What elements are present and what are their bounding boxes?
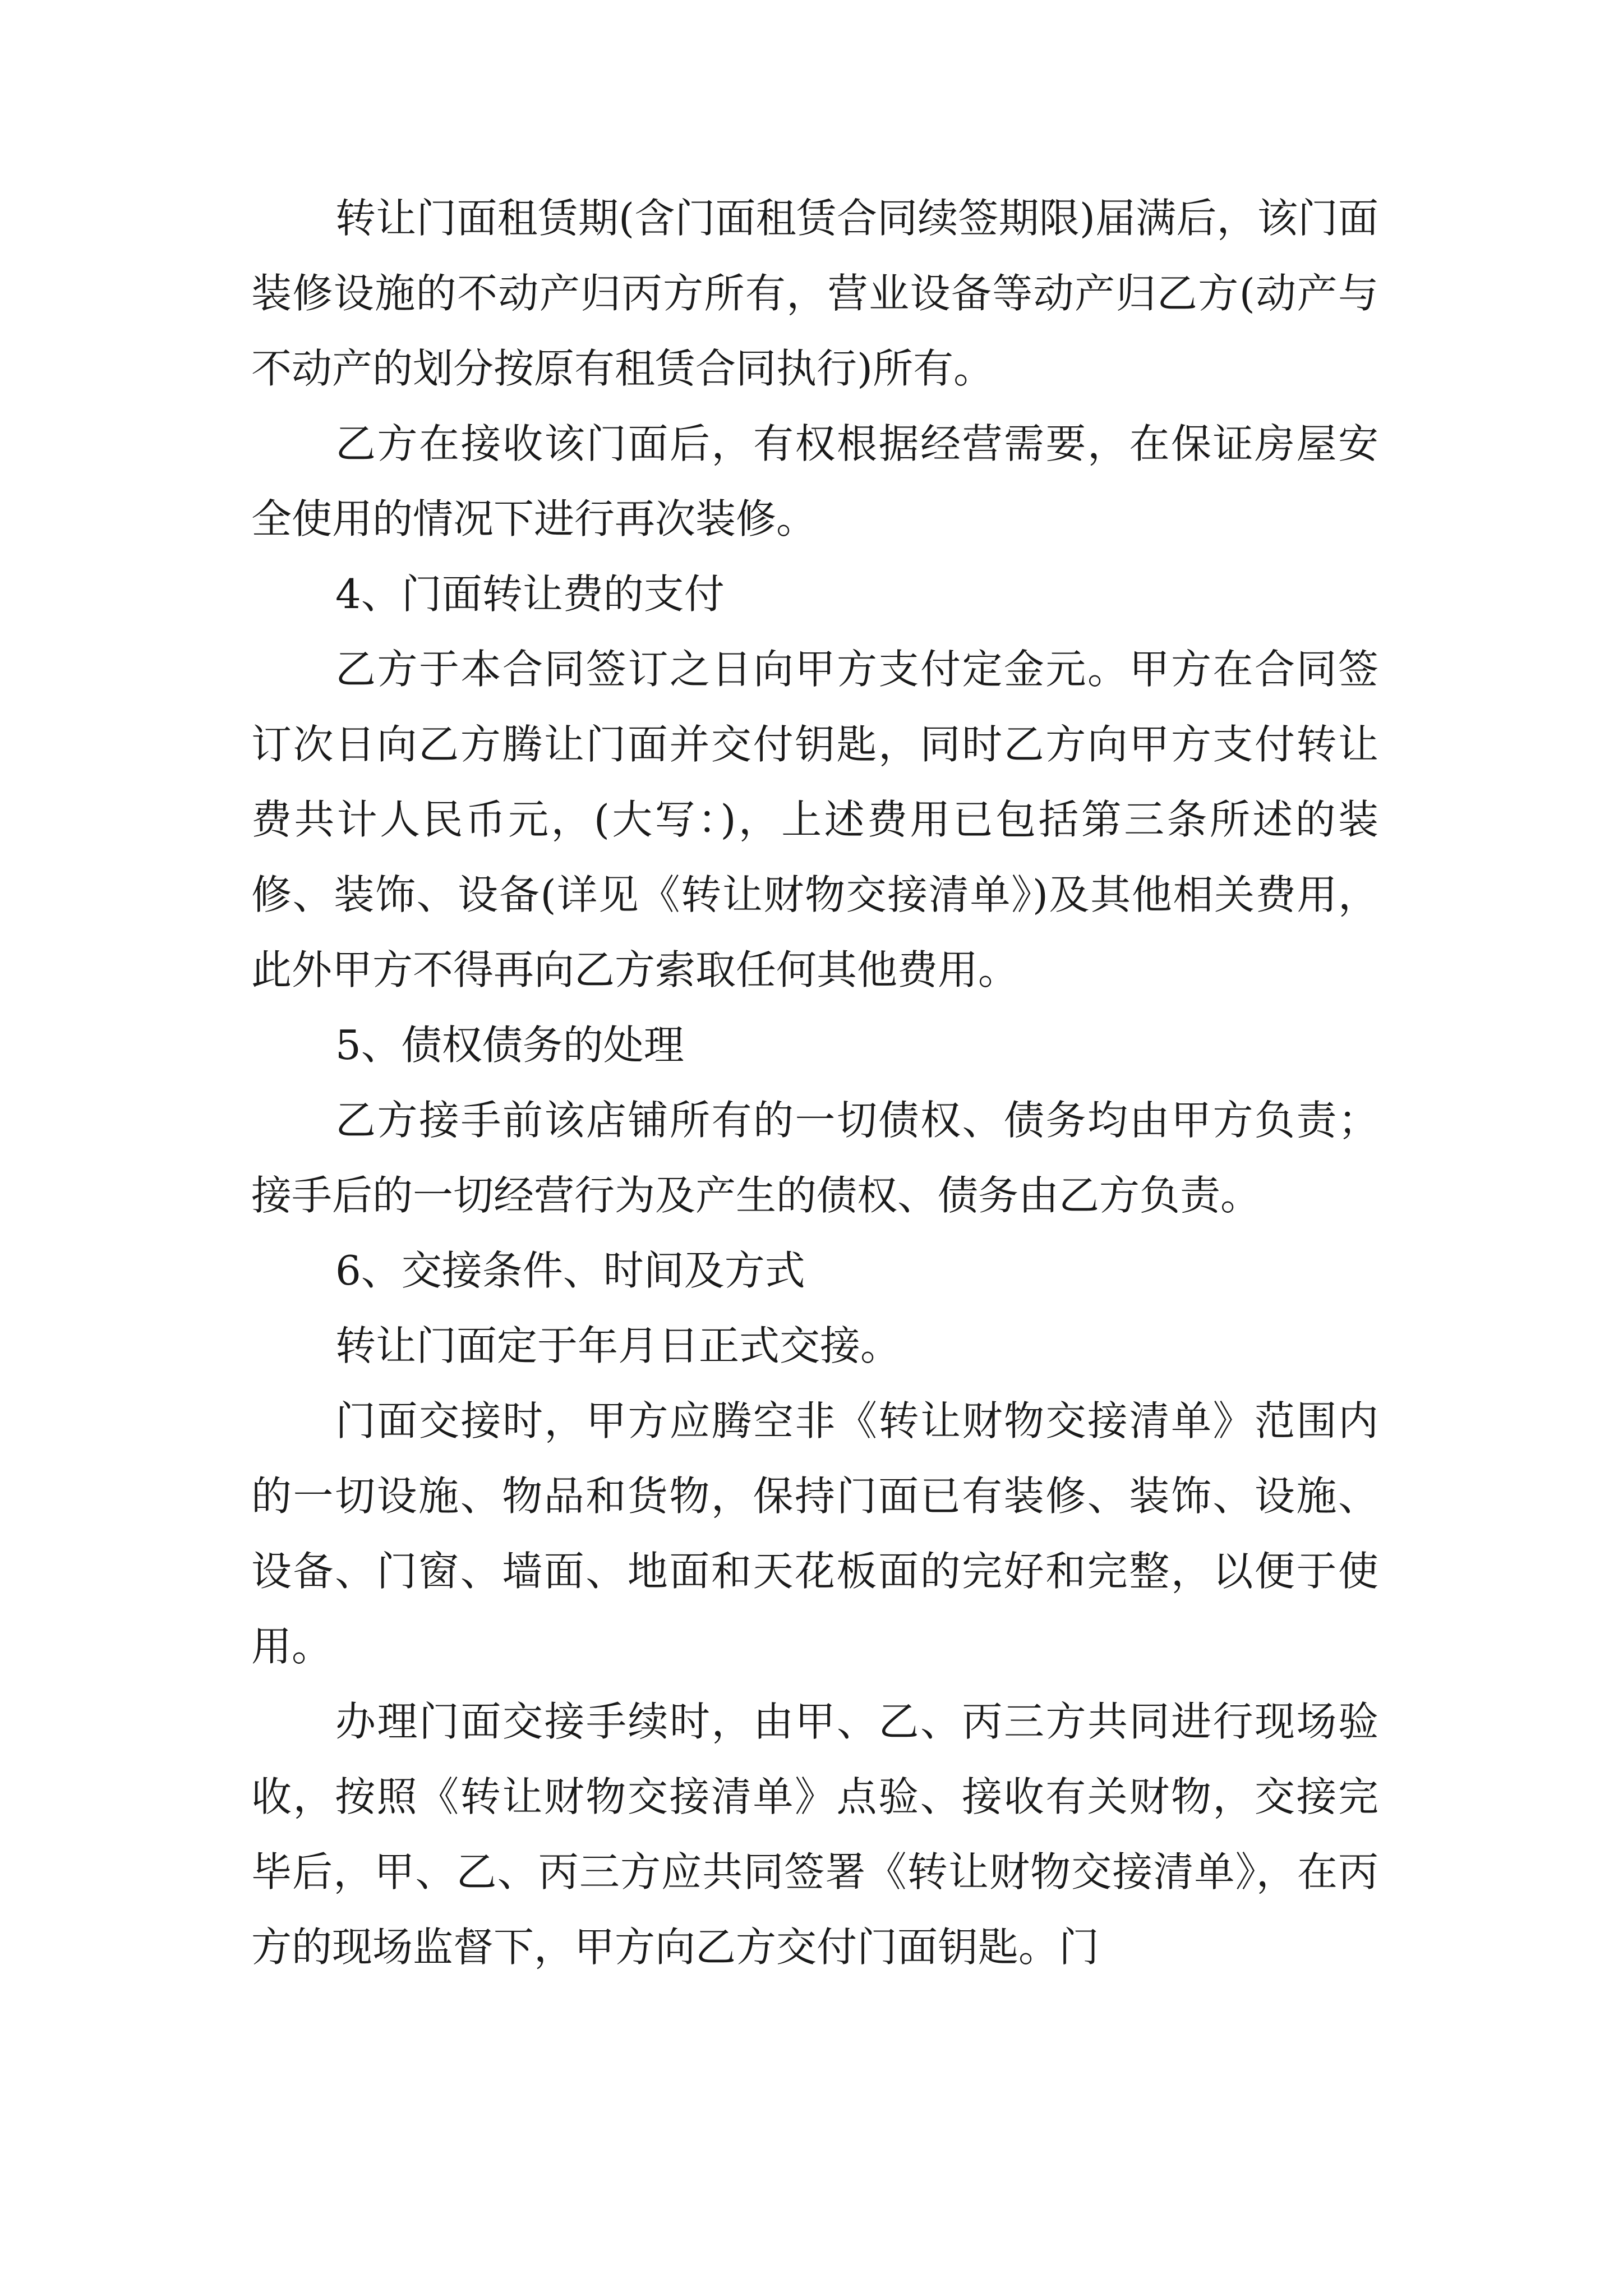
section-heading-handover: 6、交接条件、时间及方式 [335, 1247, 805, 1294]
paragraph-debts: 乙方接手前该店铺所有的一切债权、债务均由甲方负责；接手后的一切经营行为及产生的债权、债务由乙方负责。 [251, 1097, 1378, 1219]
paragraph-handover-procedure: 办理门面交接手续时，由甲、乙、丙三方共同进行现场验收，按照《转让财物交接清单》点验、接收有关财物，交接完毕后，甲、乙、丙三方应共同签署《转让财物交接清单》，在丙方的现场监督下，甲方向乙方交付门面钥匙。门 [251, 1698, 1378, 1971]
paragraph-handover-conditions: 门面交接时，甲方应腾空非《转让财物交接清单》范围内的一切设施、物品和货物，保持门面已有装修、装饰、设施、设备、门窗、墙面、地面和天花板面的完好和完整，以便于使用。 [251, 1397, 1378, 1670]
paragraph-renovation-right: 乙方在接收该门面后，有权根据经营需要，在保证房屋安全使用的情况下进行再次装修。 [251, 420, 1378, 542]
paragraph-handover-date: 转让门面定于年月日正式交接。 [335, 1322, 901, 1369]
section-heading-debts: 5、债权债务的处理 [335, 1022, 684, 1069]
paragraph-transfer-fee: 乙方于本合同签订之日向甲方支付定金元。甲方在合同签订次日向乙方腾让门面并交付钥匙，同时乙方向甲方支付转让费共计人民币元，(大写：)，上述费用已包括第三条所述的装修、装饰、设备(详见《转让财物交接清单》)及其他相关费用，此外甲方不得再向乙方索取任何其他费用。 [251, 646, 1378, 993]
document-body [251, 181, 1378, 1985]
paragraph-lease-expiry: 转让门面租赁期(含门面租赁合同续签期限)届满后，该门面装修设施的不动产归丙方所有，营业设备等动产归乙方(动产与不动产的划分按原有租赁合同执行)所有。 [251, 195, 1378, 392]
section-heading-transfer-fee: 4、门面转让费的支付 [335, 570, 725, 618]
